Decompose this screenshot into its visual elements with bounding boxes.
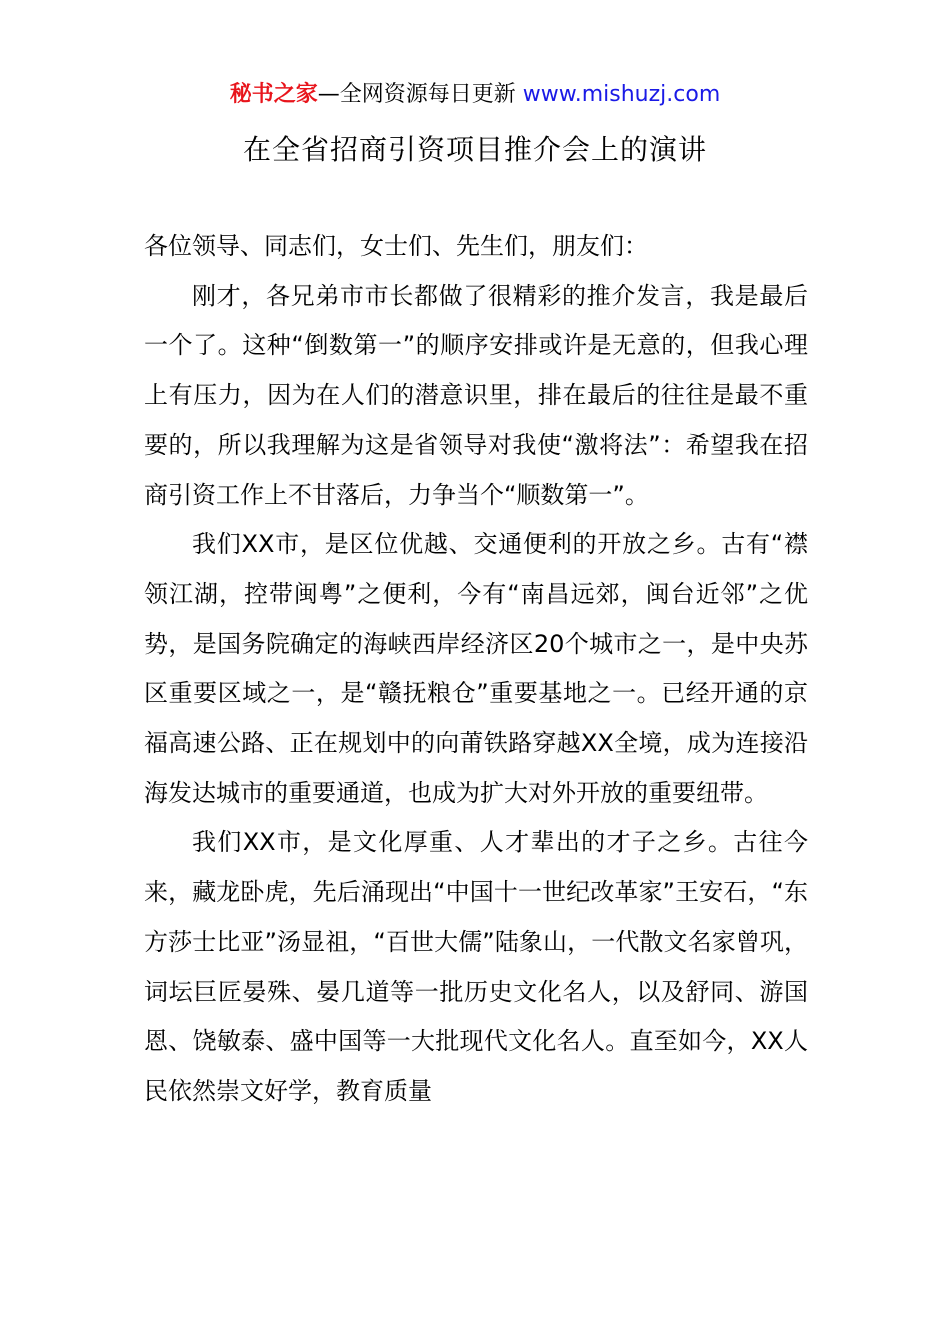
paragraph: 我们XX市，是区位优越、交通便利的开放之乡。古有“襟领江湖，控带闽粤”之便利，今有“南昌远郊，闽台近邻”之优势，是国务院确定的海峡西岸经济区20个城市之一，是中央苏区重要区域之一，是“赣抚粮仓”重要基地之一。已经开通的京福高速公路、正在规划中的向莆铁路穿越XX全境，成为连接沿海发达城市的重要通道，也成为扩大对外开放的重要纽带。 xyxy=(144,530,808,807)
paragraph: 我们XX市，是文化厚重、人才辈出的才子之乡。古往今来，藏龙卧虎，先后涌现出“中国十一世纪改革家”王安石，“东方莎士比亚”汤显祖，“百世大儒”陆象山，一代散文名家曾巩，词坛巨匠晏殊、晏几道等一批历史文化名人，以及舒同、游国恩、饶敏泰、盛中国等一大批现代文化名人。直至如今，XX人民依然崇文好学，教育质量 xyxy=(144,828,808,1105)
site-header xyxy=(0,80,950,110)
document-body xyxy=(144,222,808,1117)
site-brand: 秘书之家 xyxy=(229,82,318,107)
site-url-link[interactable]: www.mishuzj.com xyxy=(522,82,721,107)
site-tagline: —全网资源每日更新 xyxy=(317,82,516,107)
document-title: 在全省招商引资项目推介会上的演讲 xyxy=(242,133,707,166)
paragraph: 刚才，各兄弟市市长都做了很精彩的推介发言，我是最后一个了。这种“倒数第一”的顺序安排或许是无意的，但我心理上有压力，因为在人们的潜意识里，排在最后的往往是最不重要的，所以我理解为这是省领导对我使“激将法”：希望我在招商引资工作上不甘落后，力争当个“顺数第一”。 xyxy=(144,281,808,509)
salutation: 各位领导、同志们，女士们、先生们，朋友们： xyxy=(144,232,648,260)
